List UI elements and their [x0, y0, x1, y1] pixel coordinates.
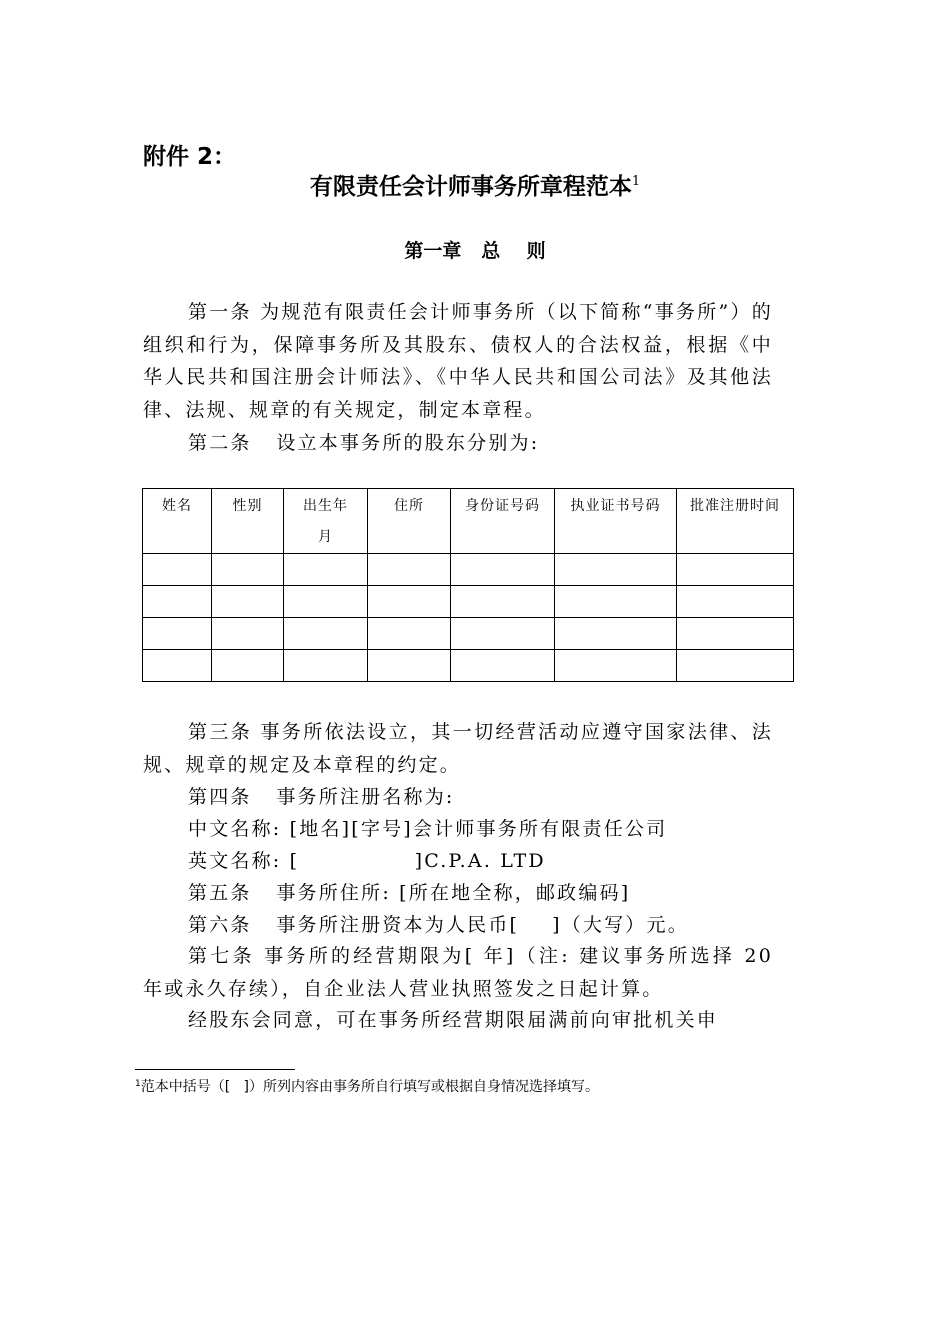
- page-title: [0, 168, 950, 201]
- title-footnote-mark[interactable]: 1: [631, 174, 641, 189]
- table-cell[interactable]: [451, 650, 555, 682]
- table-cell[interactable]: [212, 554, 284, 586]
- table-cell[interactable]: [143, 618, 212, 650]
- table-cell[interactable]: [555, 618, 677, 650]
- footnote: [135, 1076, 599, 1096]
- table-cell[interactable]: [284, 618, 368, 650]
- table-cell[interactable]: [677, 618, 794, 650]
- table-cell[interactable]: [143, 650, 212, 682]
- col-header-license-number: 执业证书号码: [555, 489, 677, 554]
- table-cell[interactable]: [284, 554, 368, 586]
- table-cell[interactable]: [368, 618, 451, 650]
- table-cell[interactable]: [555, 650, 677, 682]
- table-cell[interactable]: [368, 586, 451, 618]
- chinese-name-line: 中文名称: [地名][字号]会计师事务所有限责任公司: [188, 818, 668, 840]
- table-cell[interactable]: [212, 586, 284, 618]
- col-header-address: 住所: [368, 489, 451, 554]
- table-cell[interactable]: [677, 586, 794, 618]
- col-header-id-number: 身份证号码: [451, 489, 555, 554]
- title-text: 有限责任会计师事务所章程范本: [309, 174, 632, 200]
- attachment-label: 附件 2：: [143, 144, 237, 170]
- shareholder-table: [142, 488, 794, 682]
- table-header-row: [143, 489, 794, 554]
- footnote-divider: [135, 1069, 295, 1070]
- table-cell[interactable]: [212, 650, 284, 682]
- english-name-line: 英文名称: [ ]C.P.A. LTD: [188, 850, 546, 872]
- table-cell[interactable]: [677, 554, 794, 586]
- article-5: 第五条 事务所住所: [所在地全称，邮政编码]: [188, 882, 631, 904]
- table-cell[interactable]: [212, 618, 284, 650]
- table-cell[interactable]: [368, 554, 451, 586]
- table-cell[interactable]: [555, 554, 677, 586]
- table-cell[interactable]: [284, 650, 368, 682]
- col-header-name: 姓名: [143, 489, 212, 554]
- footnote-text: 范本中括号（[ ]）所列内容由事务所自行填写或根据自身情况选择填写。: [140, 1079, 600, 1095]
- article-7-continuation: 经股东会同意，可在事务所经营期限届满前向审批机关申: [188, 1009, 719, 1031]
- table-cell[interactable]: [143, 586, 212, 618]
- article-4: 第四条 事务所注册名称为:: [188, 786, 455, 808]
- article-7: 第七条 事务所的经营期限为[ 年]（注: 建议事务所选择 20 年或永久存续），自企业法人营业执照签发之日起计算。: [143, 945, 773, 1000]
- col-header-gender: 性别: [212, 489, 284, 554]
- article-6: 第六条 事务所注册资本为人民币[ ]（大写）元。: [188, 914, 689, 936]
- col-header-approval-time: 批准注册时间: [677, 489, 794, 554]
- col-header-birth: 出生年月: [284, 489, 368, 554]
- footnote-mark: 1: [135, 1079, 141, 1089]
- chapter-heading: 第一章 总 则: [404, 240, 546, 262]
- table-cell[interactable]: [451, 554, 555, 586]
- table-cell[interactable]: [451, 618, 555, 650]
- table-row: [143, 586, 794, 618]
- article-2: 第二条 设立本事务所的股东分别为:: [188, 432, 540, 454]
- table-row: [143, 650, 794, 682]
- article-3: 第三条 事务所依法设立，其一切经营活动应遵守国家法律、法规、规章的规定及本章程的约定。: [143, 721, 773, 776]
- table-row: [143, 554, 794, 586]
- table-cell[interactable]: [143, 554, 212, 586]
- article-1: 第一条 为规范有限责任会计师事务所（以下简称“事务所”）的组织和行为，保障事务所及其股东、债权人的合法权益，根据《中华人民共和国注册会计师法》、《中华人民共和国公司法》及其他法律、法规、规章的有关规定，制定本章程。: [143, 301, 773, 421]
- table-cell[interactable]: [284, 586, 368, 618]
- table-cell[interactable]: [451, 586, 555, 618]
- table-cell[interactable]: [555, 586, 677, 618]
- table-cell[interactable]: [368, 650, 451, 682]
- table-row: [143, 618, 794, 650]
- table-cell[interactable]: [677, 650, 794, 682]
